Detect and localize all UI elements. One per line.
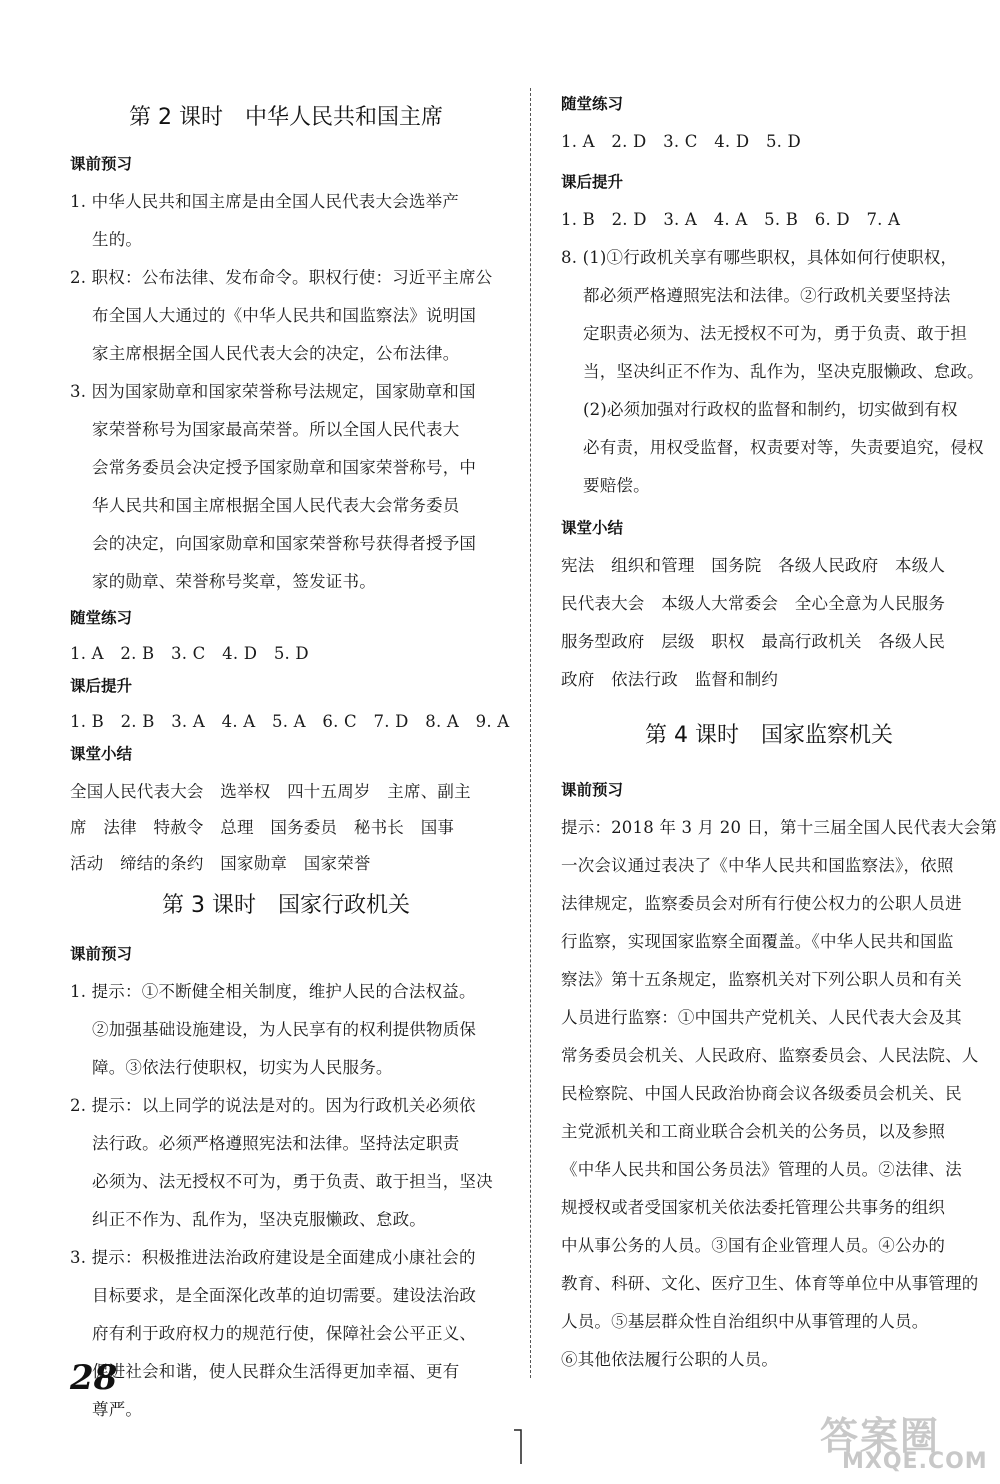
text-line: 会的决定，向国家勋章和国家荣誉称号获得者授予国 — [92, 534, 477, 553]
section-heading: 课后提升 — [561, 173, 624, 191]
text-line: 中从事公务的人员。③国有企业管理人员。④公办的 — [561, 1236, 946, 1255]
text-line: 必有责，用权受监督，权责要对等，失责要追究，侵权 — [583, 438, 984, 457]
lesson-name: 中华人民共和国主席 — [244, 105, 443, 130]
text-line: 家的勋章、荣誉称号奖章，签发证书。 — [92, 572, 376, 591]
text-line: 定职责必须为、法无授权不可为，勇于负责、敢于担 — [583, 324, 968, 343]
section-heading: 课堂小结 — [561, 519, 624, 537]
text-line: 规授权或者受国家机关依法委托管理公共事务的组织 — [561, 1198, 946, 1217]
text-line: 1. 提示：①不断健全相关制度，维护人民的合法权益。 — [70, 982, 476, 1001]
text-line: 法行政。必须严格遵照宪法和法律。坚持法定职责 — [92, 1134, 460, 1153]
text-line: 府有利于政府权力的规范行使，保障社会公平正义、 — [92, 1324, 477, 1343]
lesson-2-title — [62, 100, 510, 131]
summary-line: 宪法 组织和管理 国务院 各级人民政府 本级人 — [561, 556, 946, 575]
watermark-sub: MXQE.COM — [842, 1449, 988, 1474]
text-line: 必须为、法无授权不可为，勇于负责、敢于担当，坚决 — [92, 1172, 493, 1191]
answer-line: 1. A 2. B 3. C 4. D 5. D — [70, 644, 309, 663]
text-line: 尊严。 — [92, 1400, 143, 1419]
text-line: 行监察，实现国家监察全面覆盖。《中华人民共和国监 — [561, 932, 954, 951]
text-line: 3. 因为国家勋章和国家荣誉称号法规定，国家勋章和国 — [70, 382, 476, 401]
watermark-main: 答案圈 — [820, 1414, 941, 1458]
summary-line: 服务型政府 层级 职权 最高行政机关 各级人民 — [561, 632, 946, 651]
text-line: 教育、科研、文化、医疗卫生、体育等单位中从事管理的 — [561, 1274, 979, 1293]
text-line: 障。③依法行使职权，切实为人民服务。 — [92, 1058, 393, 1077]
column-divider — [530, 88, 531, 1378]
text-line: 法律规定，监察委员会对所有行使公权力的公职人员进 — [561, 894, 962, 913]
text-line: 常务委员会机关、人民政府、监察委员会、人民法院、人 — [561, 1046, 979, 1065]
text-line: (2)必须加强对行政权的监督和制约，切实做到有权 — [583, 400, 958, 419]
text-line: 民检察院、中国人民政治协商会议各级委员会机关、民 — [561, 1084, 962, 1103]
section-heading: 课后提升 — [70, 677, 133, 695]
section-heading: 随堂练习 — [561, 95, 624, 113]
page-number: 28 — [70, 1358, 118, 1398]
summary-line: 政府 依法行政 监督和制约 — [561, 670, 779, 689]
lesson-number: 第 2 课时 — [129, 105, 223, 130]
lesson-name: 国家行政机关 — [277, 893, 410, 918]
summary-line: 全国人民代表大会 选举权 四十五周岁 主席、副主 — [70, 782, 471, 801]
text-line: 会常务委员会决定授予国家勋章和国家荣誉称号，中 — [92, 458, 477, 477]
text-line: 主党派机关和工商业联合会机关的公务员，以及参照 — [561, 1122, 946, 1141]
text-line: 布全国人大通过的《中华人民共和国监察法》说明国 — [92, 306, 477, 325]
text-line: 人员。⑤基层群众性自治组织中从事管理的人员。 — [561, 1312, 929, 1331]
text-line: 一次会议通过表决了《中华人民共和国监察法》，依照 — [561, 856, 954, 875]
text-line: 家荣誉称号为国家最高荣誉。所以全国人民代表大 — [92, 420, 460, 439]
section-heading: 课前预习 — [70, 945, 133, 963]
text-line: 华人民共和国主席根据全国人民代表大会常务委员 — [92, 496, 460, 515]
text-line: 要赔偿。 — [583, 476, 650, 495]
text-line: 生的。 — [92, 230, 143, 249]
watermark — [820, 1405, 995, 1480]
text-line: 2. 提示：以上同学的说法是对的。因为行政机关必须依 — [70, 1096, 476, 1115]
text-line: 8. (1)①行政机关享有哪些职权，具体如何行使职权， — [561, 248, 958, 267]
summary-line: 活动 缔结的条约 国家勋章 国家荣誉 — [70, 854, 371, 873]
text-line: 纠正不作为、乱作为，坚决克服懒政、怠政。 — [92, 1210, 426, 1229]
summary-line: 席 法律 特赦令 总理 国务委员 秘书长 国事 — [70, 818, 455, 837]
bracket-mark-icon — [512, 1428, 524, 1466]
lesson-number: 第 4 课时 — [645, 723, 739, 748]
text-line: 察法》第十五条规定，监察机关对下列公职人员和有关 — [561, 970, 962, 989]
lesson-name: 国家监察机关 — [760, 723, 893, 748]
summary-line: 民代表大会 本级人大常委会 全心全意为人民服务 — [561, 594, 946, 613]
text-line: 目标要求，是全面深化改革的迫切需要。建设法治政 — [92, 1286, 477, 1305]
text-line: 《中华人民共和国公务员法》管理的人员。②法律、法 — [561, 1160, 962, 1179]
section-heading: 课前预习 — [70, 155, 133, 173]
section-heading: 课堂小结 — [70, 745, 133, 763]
answer-line: 1. A 2. D 3. C 4. D 5. D — [561, 132, 801, 151]
text-line: 促进社会和谐，使人民群众生活得更加幸福、更有 — [92, 1362, 460, 1381]
answer-line: 1. B 2. B 3. A 4. A 5. A 6. C 7. D 8. A 9. A — [70, 712, 510, 731]
text-line: 3. 提示：积极推进法治政府建设是全面建成小康社会的 — [70, 1248, 476, 1267]
text-line: 家主席根据全国人民代表大会的决定，公布法律。 — [92, 344, 460, 363]
answer-line: 1. B 2. D 3. A 4. A 5. B 6. D 7. A — [561, 210, 901, 229]
section-heading: 课前预习 — [561, 781, 624, 799]
lesson-4-title — [553, 718, 985, 749]
text-line: 提示：2018 年 3 月 20 日，第十三届全国人民代表大会第 — [561, 818, 998, 837]
text-line: 1. 中华人民共和国主席是由全国人民代表大会选举产 — [70, 192, 459, 211]
text-line: 人员进行监察：①中国共产党机关、人民代表大会及其 — [561, 1008, 962, 1027]
text-line: ⑥其他依法履行公职的人员。 — [561, 1350, 779, 1369]
section-heading: 随堂练习 — [70, 609, 133, 627]
lesson-3-title — [62, 888, 510, 919]
lesson-number: 第 3 课时 — [162, 893, 256, 918]
text-line: 2. 职权：公布法律、发布命令。职权行使：习近平主席公 — [70, 268, 493, 287]
text-line: ②加强基础设施建设，为人民享有的权利提供物质保 — [92, 1020, 477, 1039]
text-line: 都必须严格遵照宪法和法律。②行政机关要坚持法 — [583, 286, 951, 305]
text-line: 当，坚决纠正不作为、乱作为，坚决克服懒政、怠政。 — [583, 362, 984, 381]
